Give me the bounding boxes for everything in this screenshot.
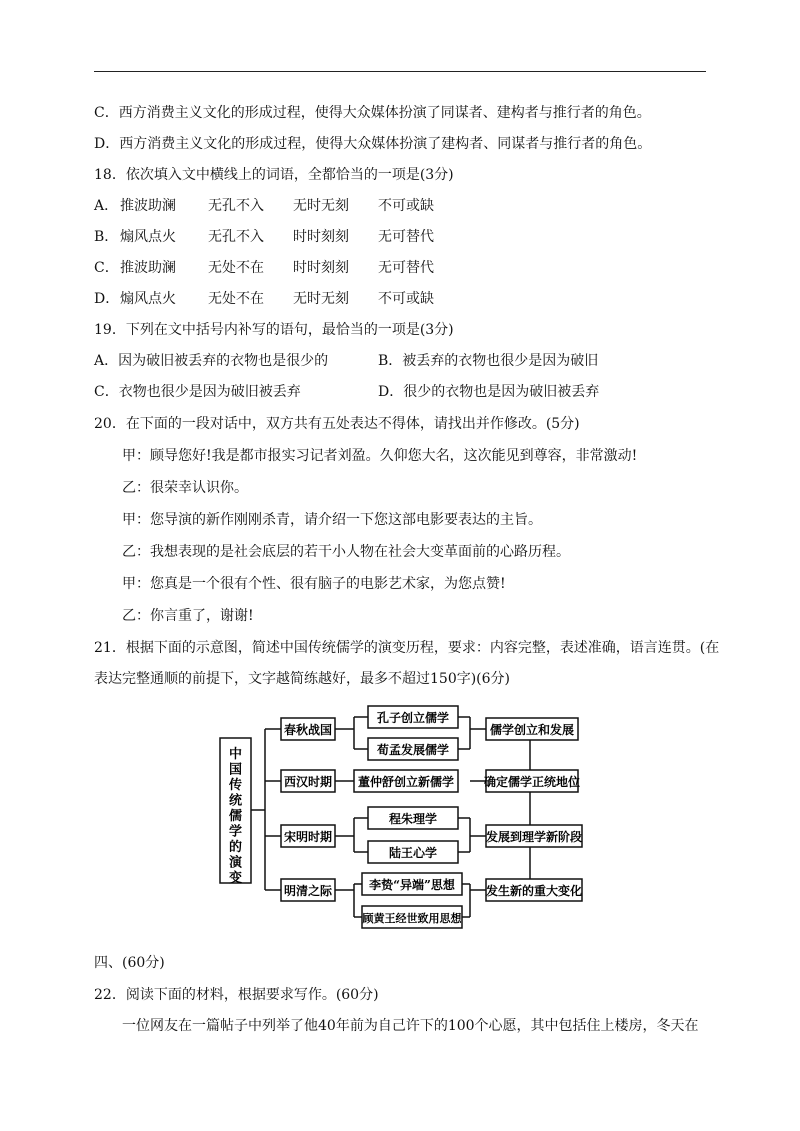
option-word: 不可或缺 [378,291,434,307]
option-word: 无孔不入 [208,229,264,245]
dialog-line: 乙：我想表现的是社会底层的若干小人物在社会大变革面前的心路历程。 [122,544,570,560]
period-label: 西汉时期 [283,775,333,789]
option-word: 无处不在 [208,291,264,307]
q19-stem: 19．下列在文中括号内补写的语句，最恰当的一项是(3分) [94,322,454,338]
option-word: 无处不在 [208,260,264,276]
dialog-line: 甲：您真是一个很有个性、很有脑子的电影艺术家，为您点赞! [122,576,506,592]
dialog-line: 甲：顾导您好!我是都市报实习记者刘盈。久仰您大名，这次能见到尊容，非常激动! [122,448,638,464]
q22-stem: 22．阅读下面的材料，根据要求写作。(60分) [94,987,379,1003]
option-word: 无可替代 [378,260,434,276]
section-4-heading: 四、(60分) [94,955,165,971]
period-label: 明清之际 [283,884,333,898]
event-label: 程朱理学 [388,812,438,826]
event-label: 陆王心学 [388,846,438,860]
option-letter: D． [94,291,120,307]
q17-option-c: C．西方消费主义文化的形成过程，使得大众媒体扮演了同谋者、建构者与推行者的角色。 [94,105,651,121]
option-word: 时时刻刻 [293,229,349,245]
option-word: 无时无刻 [293,198,349,214]
event-label: 李贽“异端”思想 [369,878,455,892]
q19-option-b: B．被丢弃的衣物也很少是因为破旧 [378,353,599,369]
q19-option-d: D．很少的衣物也是因为破旧被丢弃 [378,384,600,400]
q22-paragraph: 一位网友在一篇帖子中列举了他40年前为自己许下的100个心愿，其中包括住上楼房，冬天在 [122,1018,699,1034]
period-label: 宋明时期 [283,830,333,844]
option-word: 无可替代 [378,229,434,245]
option-word: 无孔不入 [208,198,264,214]
dialog-line: 乙：你言重了，谢谢! [122,608,254,624]
dialog-line: 乙：很荣幸认识你。 [122,480,248,496]
option-word: 时时刻刻 [293,260,349,276]
event-label: 荀孟发展儒学 [376,743,450,757]
option-word: 推波助澜 [120,198,176,214]
q21-stem-line2: 表达完整通顺的前提下，文字越简练越好，最多不超过150字)(6分) [94,671,511,687]
q18-stem: 18．依次填入文中横线上的词语，全都恰当的一项是(3分) [94,167,454,183]
diagram-root-text: 中国传统儒学的演变 [228,747,243,886]
option-letter: A． [94,198,119,214]
event-label: 孔子创立儒学 [376,711,450,725]
option-word: 不可或缺 [378,198,434,214]
q17-option-d: D．西方消费主义文化的形成过程，使得大众媒体扮演了建构者、同谋者与推行者的角色。 [94,136,652,152]
q20-stem: 20．在下面的一段对话中，双方共有五处表达不得体，请找出并作修改。(5分) [94,416,580,432]
result-label: 发展到理学新阶段 [485,830,583,844]
event-label: 董仲舒创立新儒学 [357,775,455,789]
option-word: 煽风点火 [120,291,176,307]
option-letter: B． [94,229,119,245]
option-letter: C． [94,260,119,276]
q21-stem-line1: 21．根据下面的示意图，简述中国传统儒学的演变历程，要求：内容完整，表述准确，语言连贯。(在 [94,640,720,656]
result-label: 发生新的重大变化 [485,884,583,898]
result-label: 儒学创立和发展 [489,723,575,737]
dialog-line: 甲：您导演的新作刚刚杀青，请介绍一下您这部电影要表达的主旨。 [122,512,542,528]
option-word: 煽风点火 [120,229,176,245]
event-label: 顾黄王经世致用思想 [362,912,462,925]
q19-option-c: C．衣物也很少是因为破旧被丢弃 [94,384,301,400]
period-label: 春秋战国 [283,723,333,737]
option-word: 推波助澜 [120,260,176,276]
option-word: 无时无刻 [293,291,349,307]
q19-option-a: A．因为破旧被丢弃的衣物也是很少的 [94,353,329,369]
result-label: 确定儒学正统地位 [483,775,581,789]
